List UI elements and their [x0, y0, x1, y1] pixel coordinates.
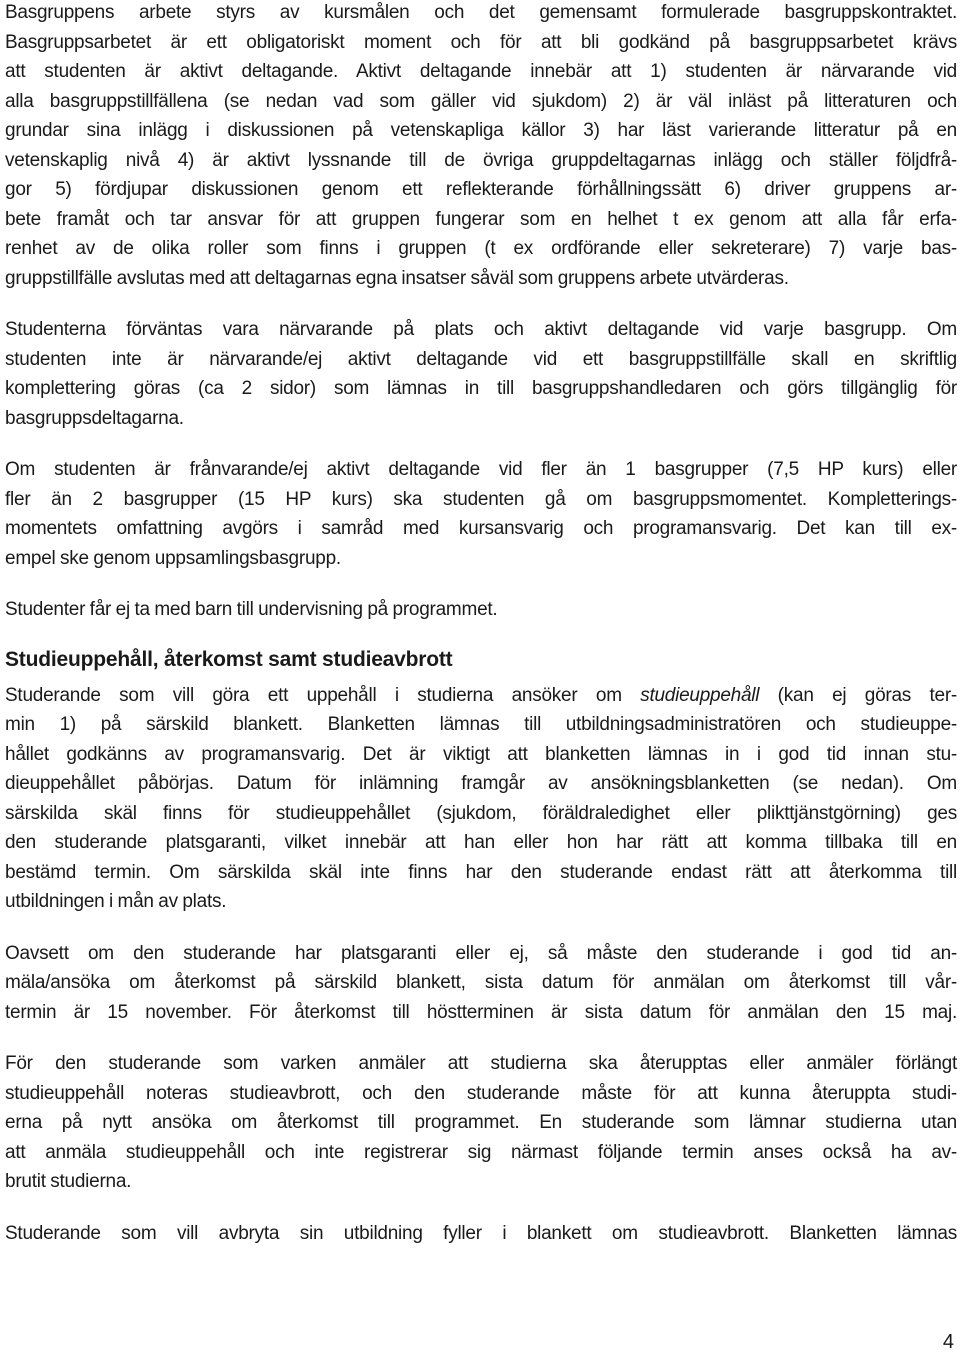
- text-line: För den studerande som varken anmäler att studierna ska återupptas eller anmäler förlängt: [5, 1053, 957, 1074]
- paragraph-barn: [5, 595, 957, 625]
- text-line: momentets omfattning avgörs i samråd med kursansvarig och programansvarig. Det kan till ex-: [5, 518, 957, 539]
- paragraph-gap: [5, 917, 957, 939]
- text-line: Studenterna förväntas vara närvarande på plats och aktivt deltagande vid varje basgrupp. Om: [5, 319, 957, 340]
- text-line: mäla/ansöka om återkomst på särskild blankett, sista datum för anmälan om återkomst till vår-: [5, 972, 957, 993]
- paragraph-gap: [5, 293, 957, 315]
- paragraph-basgrupp-arbete: [5, 0, 957, 293]
- paragraph-studieuppehall: [5, 681, 957, 917]
- text-line: [5, 681, 957, 711]
- text-line: vetenskaplig nivå 4) är aktivt lyssnande till de övriga gruppdeltagarnas inlägg och ställer följdfrå-: [5, 149, 957, 171]
- text-line: Basgruppens arbete styrs av kursmålen och det gemensamt formulerade basgruppskontraktet.: [5, 2, 957, 23]
- text-line: att anmäla studieuppehåll och inte registrerar sig närmast följande termin anses också ha av-: [5, 1141, 957, 1163]
- text-line: min 1) på särskild blankett. Blanketten lämnas till utbildningsadministratören och studieuppe-: [5, 714, 957, 735]
- text-line: studenten inte är närvarande/ej aktivt deltagande vid ett basgruppstillfälle skall en skriftlig: [5, 348, 957, 370]
- text-line: Studerande som vill avbryta sin utbildning fyller i blankett om studieavbrott. Blanketten lämnas: [5, 1222, 957, 1244]
- text-line: termin är 15 november. För återkomst till höstterminen är sista datum för anmälan den 15 maj.: [5, 1001, 957, 1023]
- text-line: utbildningen i mån av plats.: [5, 891, 227, 912]
- paragraph-gap: [5, 1027, 957, 1049]
- document-page: [5, 0, 957, 1248]
- paragraph-franvaro: [5, 455, 957, 573]
- text-line: studieuppehåll noteras studieavbrott, och den studerande måste för att kunna återuppta studi-: [5, 1082, 957, 1104]
- text-line: Basgruppsarbetet är ett obligatoriskt moment och för att bli godkänd på basgruppsarbetet krävs: [5, 31, 957, 53]
- text-line: bete framåt och tar ansvar för att gruppen fungerar som en helhet t ex genom att alla får erfa-: [5, 208, 957, 230]
- text-line: alla basgruppstillfällena (se nedan vad som gäller vid sjukdom) 2) är väl inläst på litteraturen och: [5, 90, 957, 112]
- text-line: bestämd termin. Om särskilda skäl inte finns har den studerande endast rätt att återkomma till: [5, 861, 957, 883]
- text-line: Studenter får ej ta med barn till undervisning på programmet.: [5, 599, 498, 620]
- text-segment: (kan ej göras ter-: [759, 684, 957, 706]
- text-line: renhet av de olika roller som finns i gruppen (t ex ordförande eller sekreterare) 7) varje bas-: [5, 238, 957, 259]
- paragraph-gap: [5, 573, 957, 595]
- text-line: fler än 2 basgrupper (15 HP kurs) ska studenten gå om basgruppsmomentet. Kompletterings-: [5, 488, 957, 510]
- text-line: Om studenten är frånvarande/ej aktivt deltagande vid fler än 1 basgrupper (7,5 HP kurs) eller: [5, 459, 957, 480]
- paragraph-narvaro: [5, 315, 957, 433]
- text-line: empel ske genom uppsamlingsbasgrupp.: [5, 547, 341, 569]
- emphasis-term: studieuppehåll: [640, 684, 760, 706]
- section-heading: Studieuppehåll, återkomst samt studieavbrott: [5, 647, 453, 671]
- paragraph-studieavbrott: [5, 1049, 957, 1197]
- paragraph-gap: [5, 1197, 957, 1219]
- text-line: att studenten är aktivt deltagande. Aktivt deltagande innebär att 1) studenten är närvarande vid: [5, 61, 957, 82]
- text-line: gruppstillfälle avslutas med att deltagarnas egna insatser såväl som gruppens arbete utvärderas.: [5, 267, 789, 289]
- paragraph-avbryta: [5, 1219, 957, 1249]
- text-line: gor 5) fördjupar diskussionen genom ett reflekterande förhållningssätt 6) driver gruppens ar-: [5, 179, 957, 200]
- paragraph-gap: [5, 625, 957, 645]
- paragraph-gap: [5, 433, 957, 455]
- text-line: grundar sina inlägg i diskussionen på vetenskapliga källor 3) har läst varierande litteratur på en: [5, 120, 957, 141]
- text-line: brutit studierna.: [5, 1171, 132, 1192]
- text-line: Oavsett om den studerande har platsgaranti eller ej, så måste den studerande i god tid an-: [5, 942, 957, 964]
- page-number: 4: [942, 1331, 954, 1353]
- text-line: den studerande platsgaranti, vilket innebär att han eller hon har rätt att komma tillbaka till en: [5, 832, 957, 853]
- text-line: erna på nytt ansöka om återkomst till programmet. En studerande som lämnar studierna utan: [5, 1112, 957, 1133]
- text-segment: Studerande som vill göra ett uppehåll i studierna ansöker om: [5, 684, 641, 706]
- text-line: komplettering göras (ca 2 sidor) som lämnas in till basgruppshandledaren och görs tillgänglig för: [5, 378, 957, 399]
- text-line: dieuppehållet påbörjas. Datum för inlämning framgår av ansökningsblanketten (se nedan). Om: [5, 773, 957, 794]
- text-line: särskilda skäl finns för studieuppehållet (sjukdom, föräldraledighet eller plikttjänstgörning) ges: [5, 802, 957, 824]
- text-line: basgruppsdeltagarna.: [5, 407, 184, 429]
- paragraph-aterkomst: [5, 939, 957, 1028]
- text-line: hållet godkänns av programansvarig. Det är viktigt att blanketten lämnas in i god tid innan stu-: [5, 743, 957, 765]
